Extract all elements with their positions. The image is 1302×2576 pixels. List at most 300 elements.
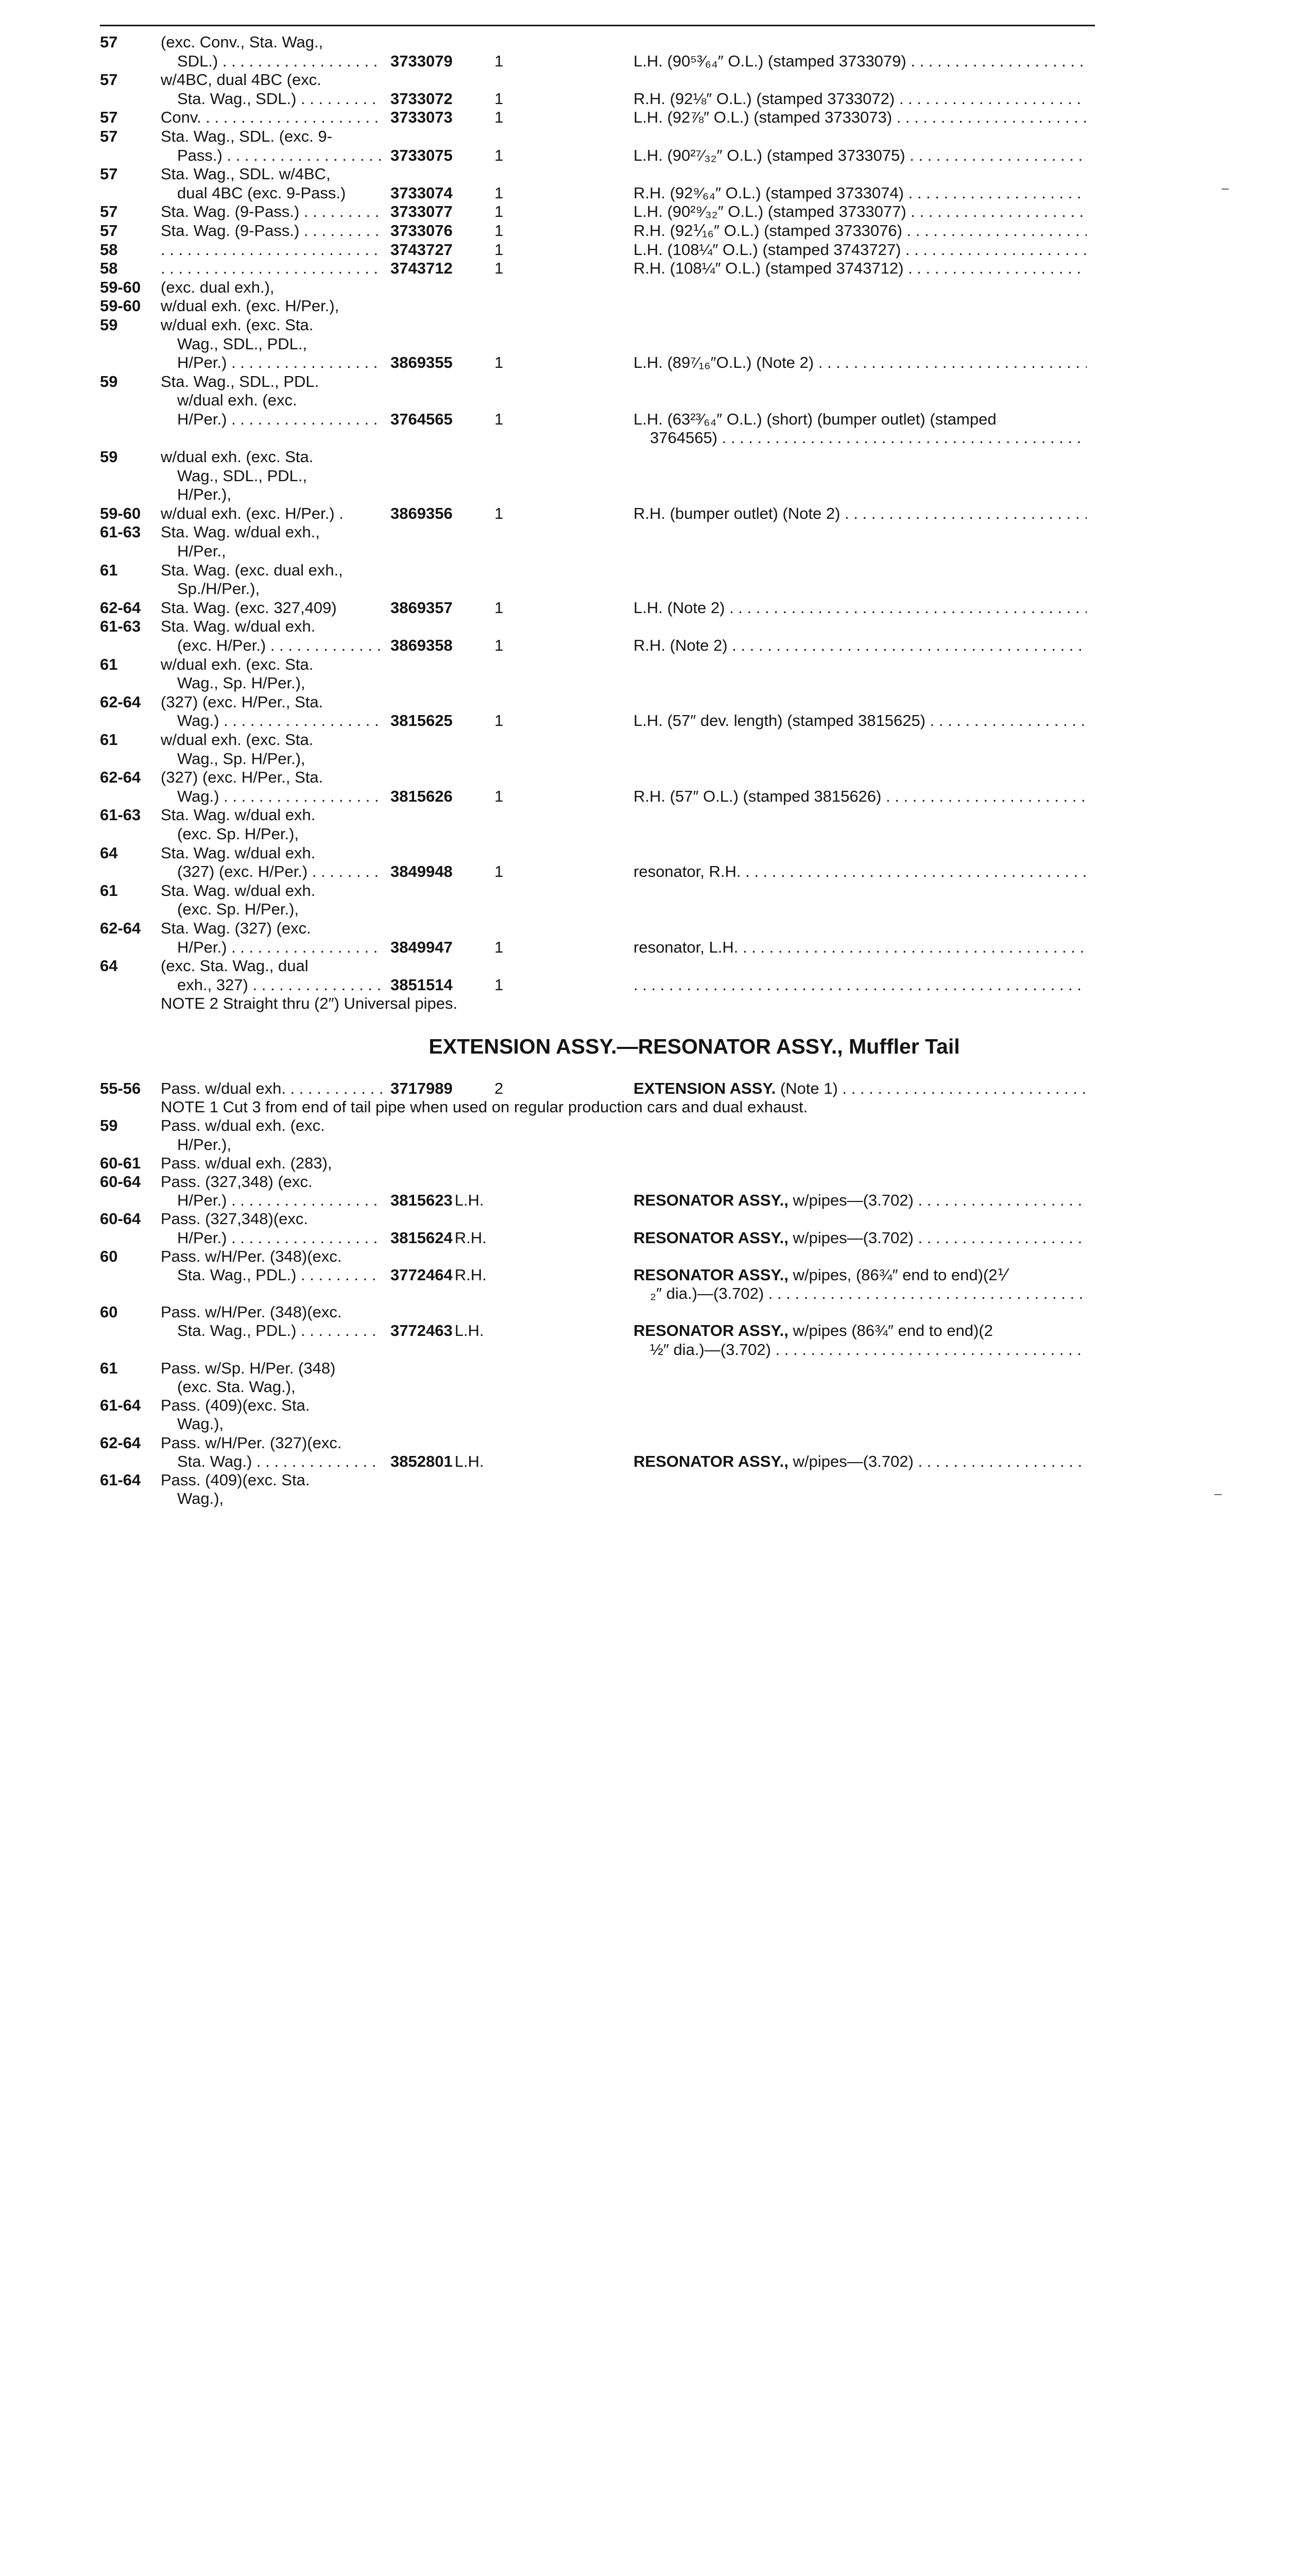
catalog-row xyxy=(0,391,1302,410)
catalog-row xyxy=(0,410,1302,429)
part-number-text: 3815626 xyxy=(390,787,453,805)
application xyxy=(177,1452,382,1471)
application-text: w/dual exh. (exc. Sta. xyxy=(161,730,314,749)
description xyxy=(633,184,1087,203)
application xyxy=(177,146,382,165)
description xyxy=(633,259,1087,278)
description-lead: RESONATOR ASSY., xyxy=(633,1228,789,1247)
catalog-row xyxy=(0,938,1302,957)
part-number-text: 3743712 xyxy=(390,259,453,278)
application xyxy=(161,882,382,901)
part-number xyxy=(390,787,453,806)
part-number xyxy=(390,711,453,731)
model-year: 57 xyxy=(100,71,118,89)
quantity: 1 xyxy=(494,183,504,202)
application-text: (exc. Sta. Wag.), xyxy=(177,1378,296,1396)
description xyxy=(633,410,1087,429)
catalog-row xyxy=(0,71,1302,90)
description-text: resonator, R.H. xyxy=(633,862,741,881)
model-year: 62-64 xyxy=(100,598,141,617)
application-text: H/Per.), xyxy=(177,485,232,504)
catalog-row xyxy=(0,1116,1302,1135)
scan-speck xyxy=(1222,189,1229,190)
model-year: 60 xyxy=(100,1303,118,1321)
part-number-text: 3869358 xyxy=(390,636,453,654)
catalog-row xyxy=(0,90,1302,109)
catalog-row xyxy=(0,1434,1302,1452)
catalog-row xyxy=(0,448,1302,467)
model-year: 61 xyxy=(100,1359,118,1377)
part-number-text: 3772464 xyxy=(390,1265,453,1284)
side-indicator: R.H. xyxy=(454,1265,487,1284)
application xyxy=(161,599,382,618)
catalog-row xyxy=(0,165,1302,184)
part-number xyxy=(390,1452,484,1471)
description-text: w/pipes—(3.702) xyxy=(788,1452,914,1470)
application xyxy=(177,580,382,599)
side-indicator: R.H. xyxy=(454,1228,487,1247)
catalog-row xyxy=(0,750,1302,769)
part-number-text: 3733076 xyxy=(390,221,453,240)
application xyxy=(161,1210,382,1228)
catalog-row xyxy=(0,1229,1302,1247)
part-number xyxy=(390,504,453,523)
catalog-row xyxy=(0,297,1302,316)
application-text: Wag.), xyxy=(177,1415,224,1433)
application xyxy=(177,410,382,429)
application-text: w/dual exh. (exc. H/Per.) . xyxy=(161,504,344,522)
application-text: w/dual exh. (exc. Sta. xyxy=(161,655,314,673)
catalog-row xyxy=(0,523,1302,542)
catalog-row xyxy=(0,127,1302,146)
catalog-row xyxy=(0,184,1302,203)
quantity: 1 xyxy=(494,146,504,164)
application-text: Wag.), xyxy=(177,1489,224,1508)
application xyxy=(161,1359,382,1378)
model-year: 61-63 xyxy=(100,806,141,824)
application xyxy=(161,259,382,278)
application-text: Sta. Wag. (exc. 327,409) xyxy=(161,598,337,617)
description-text: R.H. (bumper outlet) (Note 2) xyxy=(633,504,841,522)
application-text: Sta. Wag. w/dual exh. xyxy=(161,806,316,824)
application-text: Sta. Wag., PDL.) xyxy=(177,1265,297,1284)
application-text: Wag., SDL., PDL., xyxy=(177,466,307,485)
application xyxy=(177,1136,382,1154)
catalog-row xyxy=(0,1191,1302,1210)
catalog-row xyxy=(0,636,1302,655)
model-year: 59 xyxy=(100,315,118,334)
application xyxy=(177,1229,382,1247)
application-text: (exc. Sp. H/Per.), xyxy=(177,824,299,843)
catalog-row xyxy=(0,580,1302,599)
application-text: Wag., SDL., PDL., xyxy=(177,334,307,353)
application xyxy=(161,1471,382,1489)
application-text: Pass. w/dual exh. (283), xyxy=(161,1154,332,1172)
catalog-row xyxy=(0,919,1302,938)
application xyxy=(161,919,382,938)
catalog-row xyxy=(0,278,1302,297)
catalog-row xyxy=(0,617,1302,636)
model-year: 64 xyxy=(100,843,118,862)
quantity: 1 xyxy=(494,89,504,108)
application-text: Sta. Wag. w/dual exh. xyxy=(161,617,316,636)
application xyxy=(177,335,382,354)
catalog-row xyxy=(0,1173,1302,1191)
model-year: 62-64 xyxy=(100,919,141,937)
section-heading xyxy=(43,1033,1302,1059)
catalog-row xyxy=(0,957,1302,976)
description xyxy=(633,1321,1087,1340)
application-text: Sta. Wag. w/dual exh. xyxy=(161,881,316,900)
catalog-row xyxy=(0,806,1302,825)
description-text: resonator, L.H. xyxy=(633,938,739,956)
quantity: 1 xyxy=(494,240,504,259)
catalog-row xyxy=(0,241,1302,260)
part-number xyxy=(390,222,453,241)
application xyxy=(177,636,382,655)
quantity: 1 xyxy=(494,938,504,956)
description-text: w/pipes—(3.702) xyxy=(788,1191,914,1210)
part-number xyxy=(390,259,453,278)
description-text: L.H. (57″ dev. length) (stamped 3815625) xyxy=(633,711,926,730)
model-year: 60-64 xyxy=(100,1210,141,1228)
part-number xyxy=(390,410,453,429)
description xyxy=(633,862,1087,882)
application-text: H/Per.), xyxy=(177,1135,232,1154)
catalog-row xyxy=(0,146,1302,165)
description-lead: RESONATOR ASSY., xyxy=(633,1191,789,1210)
description-text: R.H. (92⁹⁄₆₄″ O.L.) (stamped 3733074) xyxy=(633,183,904,202)
catalog-row xyxy=(0,335,1302,354)
application xyxy=(177,1489,382,1508)
description xyxy=(650,429,1087,448)
quantity: 2 xyxy=(494,1079,504,1097)
application xyxy=(177,542,382,561)
part-number-text: 3743727 xyxy=(390,240,453,259)
part-number-text: 3851514 xyxy=(390,975,453,994)
application-text: Sta. Wag. (327) (exc. xyxy=(161,919,311,937)
application xyxy=(177,787,382,806)
application xyxy=(177,353,382,372)
part-number-text: 3849948 xyxy=(390,862,453,881)
catalog-row xyxy=(0,372,1302,392)
scan-speck xyxy=(1214,1494,1222,1495)
application-text: H/Per.) xyxy=(177,353,227,372)
application xyxy=(161,1434,382,1452)
catalog-row xyxy=(0,693,1302,712)
part-number xyxy=(390,241,453,260)
application xyxy=(177,485,382,504)
model-year: 64 xyxy=(100,957,118,975)
application xyxy=(161,504,382,523)
application xyxy=(161,108,382,127)
description-text: R.H. (Note 2) xyxy=(633,636,728,654)
application-text: Sta. Wag.) xyxy=(177,1452,252,1470)
application-text: Conv. xyxy=(161,108,201,127)
application xyxy=(177,1415,382,1433)
part-number xyxy=(390,90,453,109)
application xyxy=(161,617,382,636)
application xyxy=(161,33,382,52)
application xyxy=(161,165,382,184)
description-text: ₂″ dia.)—(3.702) xyxy=(650,1284,764,1303)
part-number xyxy=(390,108,453,127)
quantity: 1 xyxy=(494,202,504,221)
model-year: 57 xyxy=(100,221,118,240)
model-year: 59 xyxy=(100,372,118,391)
catalog-row xyxy=(0,1079,1302,1098)
application xyxy=(161,844,382,863)
application xyxy=(177,674,382,693)
description xyxy=(633,90,1087,109)
catalog-row xyxy=(0,504,1302,523)
application-text: (exc. H/Per.) xyxy=(177,636,266,654)
catalog-row xyxy=(0,1098,1302,1116)
application-text: Sta. Wag. w/dual exh., xyxy=(161,523,320,541)
application-text: Sta. Wag. (9-Pass.) xyxy=(161,221,300,240)
model-year: 59 xyxy=(100,1116,118,1135)
catalog-row xyxy=(0,599,1302,618)
top-rule xyxy=(100,25,1095,26)
catalog-row xyxy=(0,994,1302,1013)
application-text: NOTE 1 Cut 3 from end of tail pipe when used on regular production cars and dual exhaust. xyxy=(161,1098,808,1116)
application xyxy=(177,976,382,995)
application-text: w/dual exh. (exc. xyxy=(177,391,297,410)
application-text: H/Per.) xyxy=(177,1191,227,1210)
part-number-text: 3815625 xyxy=(390,711,453,730)
part-number-text: 3869355 xyxy=(390,353,453,372)
model-year: 62-64 xyxy=(100,768,141,787)
description-lead: EXTENSION ASSY. xyxy=(633,1079,776,1097)
application xyxy=(161,957,382,976)
quantity: 1 xyxy=(494,353,504,372)
application-text: Pass. (409)(exc. Sta. xyxy=(161,1396,310,1415)
application xyxy=(177,467,382,486)
quantity: 1 xyxy=(494,221,504,240)
model-year: 57 xyxy=(100,33,118,51)
application-text: Wag., Sp. H/Per.), xyxy=(177,674,305,692)
application-text: Sta. Wag. (exc. dual exh., xyxy=(161,561,343,579)
application xyxy=(161,731,382,750)
description xyxy=(633,1452,1087,1471)
description-lead: RESONATOR ASSY., xyxy=(633,1452,789,1470)
part-number-text: 3869356 xyxy=(390,504,453,522)
part-number-text: 3764565 xyxy=(390,410,453,428)
description-text: ½″ dia.)—(3.702) xyxy=(650,1340,771,1359)
section-tail-pipe-list xyxy=(0,33,1302,1013)
application xyxy=(177,938,382,957)
application xyxy=(161,768,382,787)
catalog-row xyxy=(0,1154,1302,1173)
catalog-row xyxy=(0,825,1302,844)
application xyxy=(161,71,382,90)
application xyxy=(177,1321,382,1340)
description-text: L.H. (90²⁹⁄₃₂″ O.L.) (stamped 3733077) xyxy=(633,202,906,221)
catalog-row xyxy=(0,1136,1302,1154)
catalog-row xyxy=(0,561,1302,580)
part-number-text: 3772463 xyxy=(390,1321,453,1340)
application xyxy=(161,448,382,467)
application-text: Wag., Sp. H/Per.), xyxy=(177,749,305,768)
application xyxy=(177,52,382,71)
catalog-row xyxy=(0,731,1302,750)
application xyxy=(161,1396,382,1415)
application-text: Pass. (327,348) (exc. xyxy=(161,1172,313,1191)
application xyxy=(161,372,382,392)
model-year: 61-64 xyxy=(100,1396,141,1415)
catalog-row xyxy=(0,900,1302,919)
application-text: Pass. w/H/Per. (348)(exc. xyxy=(161,1303,342,1321)
model-year: 57 xyxy=(100,202,118,221)
application-text: w/dual exh. (exc. Sta. xyxy=(161,315,314,334)
catalog-row xyxy=(0,1378,1302,1396)
part-number xyxy=(390,1321,484,1340)
application xyxy=(161,561,382,580)
description xyxy=(650,1284,1087,1303)
application xyxy=(161,241,382,260)
part-number xyxy=(390,636,453,655)
catalog-row xyxy=(0,1247,1302,1266)
page-footer xyxy=(0,1538,1302,1615)
catalog-row xyxy=(0,1471,1302,1489)
model-year: 61-64 xyxy=(100,1470,141,1489)
note-text xyxy=(161,994,1036,1013)
model-year: 60-61 xyxy=(100,1154,141,1172)
part-number xyxy=(390,976,453,995)
application-text: H/Per.) xyxy=(177,410,227,428)
part-number xyxy=(390,353,453,372)
application-text: exh., 327) xyxy=(177,975,248,994)
catalog-row xyxy=(0,52,1302,71)
application-text: Sta. Wag. (9-Pass.) xyxy=(161,202,300,221)
description-text: 3764565) xyxy=(650,429,718,447)
application-text: Sta. Wag., SDL. (exc. 9- xyxy=(161,127,333,145)
description xyxy=(633,787,1087,806)
quantity: 1 xyxy=(494,410,504,428)
description-text: L.H. (89⁷⁄₁₆″O.L.) (Note 2) xyxy=(633,353,814,372)
model-year: 60-64 xyxy=(100,1172,141,1191)
application-text: Pass. w/Sp. H/Per. (348) xyxy=(161,1359,336,1377)
application xyxy=(161,278,382,297)
catalog-row xyxy=(0,542,1302,561)
part-number xyxy=(390,52,453,71)
application-text: Wag.) xyxy=(177,711,219,730)
application xyxy=(161,1154,382,1173)
description-text: w/pipes, (86¾″ end to end)(2⅟ xyxy=(788,1265,1007,1284)
quantity: 1 xyxy=(494,711,504,730)
application-text: Sta. Wag., SDL.) xyxy=(177,89,297,108)
catalog-row xyxy=(0,976,1302,995)
application xyxy=(177,862,382,882)
application-text: (327) (exc. H/Per., Sta. xyxy=(161,768,323,787)
model-year: 59-60 xyxy=(100,504,141,522)
application xyxy=(177,900,382,919)
model-year: 58 xyxy=(100,259,118,278)
application-text: H/Per.) xyxy=(177,938,227,956)
part-number xyxy=(390,862,453,882)
catalog-row xyxy=(0,1341,1302,1359)
part-number-text: 3852801 xyxy=(390,1452,453,1470)
description-text: R.H. (92⅟₁₆″ O.L.) (stamped 3733076) xyxy=(633,221,902,240)
quantity: 1 xyxy=(494,504,504,522)
application xyxy=(177,825,382,844)
model-year: 57 xyxy=(100,165,118,183)
note-text xyxy=(161,1098,1036,1116)
quantity: 1 xyxy=(494,787,504,805)
part-number-text: 3717989 xyxy=(390,1079,453,1097)
application-text: H/Per.) xyxy=(177,1228,227,1247)
part-number xyxy=(390,938,453,957)
description xyxy=(633,1266,1087,1284)
application xyxy=(177,711,382,731)
catalog-row xyxy=(0,655,1302,674)
catalog-row xyxy=(0,787,1302,806)
description xyxy=(633,1079,1087,1098)
application-text: w/4BC, dual 4BC (exc. xyxy=(161,71,321,89)
application xyxy=(177,1378,382,1396)
description-lead: RESONATOR ASSY., xyxy=(633,1265,789,1284)
application xyxy=(161,316,382,335)
side-indicator: L.H. xyxy=(454,1452,484,1470)
quantity: 1 xyxy=(494,259,504,278)
catalog-row xyxy=(0,1303,1302,1321)
application-text: (exc. Sp. H/Per.), xyxy=(177,900,299,919)
description xyxy=(633,52,1087,71)
quantity: 1 xyxy=(494,598,504,617)
catalog-row xyxy=(0,844,1302,863)
section-heading-text: EXTENSION ASSY.—RESONATOR ASSY., Muffler Tail xyxy=(429,1035,960,1058)
description xyxy=(633,1229,1087,1247)
description-text: (Note 1) xyxy=(776,1079,838,1097)
description xyxy=(633,976,1087,995)
model-year: 55-56 xyxy=(100,1079,141,1097)
description-text: L.H. (90²⁷⁄₃₂″ O.L.) (stamped 3733075) xyxy=(633,146,905,164)
model-year: 57 xyxy=(100,108,118,127)
part-number xyxy=(390,1266,487,1284)
description xyxy=(633,241,1087,260)
catalog-row xyxy=(0,1321,1302,1340)
part-number-text: 3815623 xyxy=(390,1191,453,1210)
application-text: Pass. w/dual exh. xyxy=(161,1079,286,1097)
application xyxy=(161,202,382,222)
application-text: Pass. w/H/Per. (327)(exc. xyxy=(161,1433,342,1452)
part-number-text: 3733077 xyxy=(390,202,453,221)
application xyxy=(161,1079,382,1098)
quantity: 1 xyxy=(494,52,504,70)
description xyxy=(633,599,1087,618)
application-text: (exc. Sta. Wag., dual xyxy=(161,957,309,975)
application xyxy=(161,1247,382,1266)
side-indicator: L.H. xyxy=(454,1191,484,1210)
application-text: Sta. Wag., SDL. w/4BC, xyxy=(161,165,331,183)
application-text: Sta. Wag., PDL.) xyxy=(177,1321,297,1340)
description-text: L.H. (92⅞″ O.L.) (stamped 3733073) xyxy=(633,108,893,127)
description xyxy=(633,222,1087,241)
application xyxy=(161,655,382,674)
description-text: R.H. (108¼″ O.L.) (stamped 3743712) xyxy=(633,259,904,278)
catalog-row xyxy=(0,1415,1302,1433)
application-text: Sta. Wag. w/dual exh. xyxy=(161,843,316,862)
application xyxy=(177,1266,382,1284)
catalog-row xyxy=(0,1396,1302,1415)
catalog-row xyxy=(0,882,1302,901)
application-text: Sta. Wag., SDL., PDL. xyxy=(161,372,319,391)
model-year: 61 xyxy=(100,730,118,749)
description xyxy=(633,1191,1087,1210)
catalog-row xyxy=(0,259,1302,278)
part-number-text: 3733075 xyxy=(390,146,453,164)
part-number-text: 3733074 xyxy=(390,183,453,202)
